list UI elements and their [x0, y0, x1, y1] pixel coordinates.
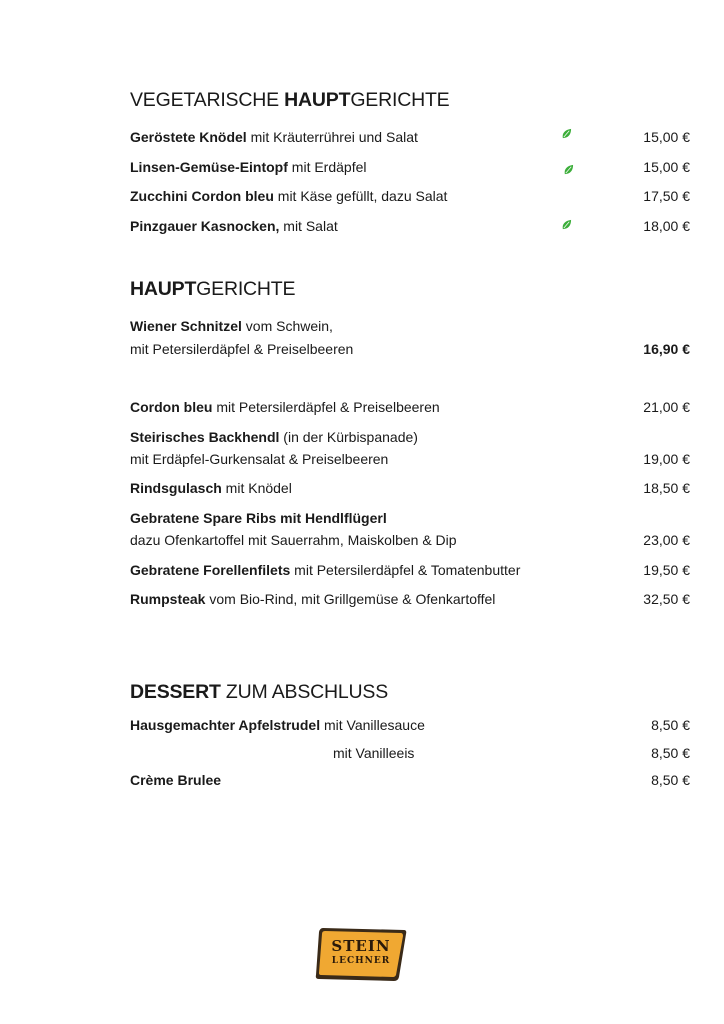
logo-text-line2: LECHNER: [331, 956, 391, 966]
menu-item-price: 15,00 €: [643, 159, 690, 175]
menu-item: Cordon bleu mit Petersilerdäpfel & Preiselbeeren: [130, 399, 440, 415]
leaf-icon: [563, 164, 574, 175]
logo-text-line1: STEIN: [331, 937, 391, 955]
section-title-vegetarisch: VEGETARISCHE HAUPTGERICHTE: [130, 89, 450, 111]
menu-item-price: 15,00 €: [643, 129, 690, 145]
menu-item-price: 8,50 €: [651, 717, 690, 733]
menu-item: Rindsgulasch mit Knödel: [130, 480, 292, 496]
leaf-icon: [561, 128, 572, 139]
steinlechner-logo: [313, 925, 409, 983]
menu-item-price: 16,90 €: [643, 341, 690, 357]
section-title-haupt: HAUPTGERICHTE: [130, 278, 296, 300]
menu-item: Wiener Schnitzel vom Schwein,: [130, 318, 333, 334]
menu-item-line2: mit Erdäpfel-Gurkensalat & Preiselbeeren: [130, 451, 389, 467]
menu-item: Zucchini Cordon bleu mit Käse gefüllt, dazu Salat: [130, 188, 448, 204]
menu-item-price: 8,50 €: [651, 772, 690, 788]
menu-item: Linsen-Gemüse-Eintopf mit Erdäpfel: [130, 159, 367, 175]
menu-item-price: 23,00 €: [643, 532, 690, 548]
menu-item-price: 18,00 €: [643, 218, 690, 234]
menu-item: mit Vanilleeis: [333, 745, 415, 761]
menu-item: Crème Brulee: [130, 772, 222, 788]
menu-item-price: 32,50 €: [643, 591, 690, 607]
menu-item: Pinzgauer Kasnocken, mit Salat: [130, 218, 338, 234]
menu-item: Rumpsteak vom Bio-Rind, mit Grillgemüse & Ofenkartoffel: [130, 591, 496, 607]
menu-item-price: 19,00 €: [643, 451, 690, 467]
menu-item-price: 19,50 €: [643, 562, 690, 578]
menu-item-line2: dazu Ofenkartoffel mit Sauerrahm, Maiskolben & Dip: [130, 532, 457, 548]
menu-item: Steirisches Backhendl (in der Kürbispanade): [130, 429, 418, 445]
menu-item: Gebratene Forellenfilets mit Petersilerdäpfel & Tomatenbutter: [130, 562, 521, 578]
menu-item-line2: mit Petersilerdäpfel & Preiselbeeren: [130, 341, 354, 357]
menu-item: Gebratene Spare Ribs mit Hendlflügerl: [130, 510, 387, 526]
leaf-icon: [561, 219, 572, 230]
section-title-dessert: DESSERT ZUM ABSCHLUSS: [130, 681, 389, 703]
menu-item-price: 21,00 €: [643, 399, 690, 415]
menu-item-price: 18,50 €: [643, 480, 690, 496]
menu-item-price: 17,50 €: [643, 188, 690, 204]
menu-item: Hausgemachter Apfelstrudel mit Vanillesauce: [130, 717, 425, 733]
menu-item: Geröstete Knödel mit Kräuterrührei und Salat: [130, 129, 418, 145]
menu-item-price: 8,50 €: [651, 745, 690, 761]
